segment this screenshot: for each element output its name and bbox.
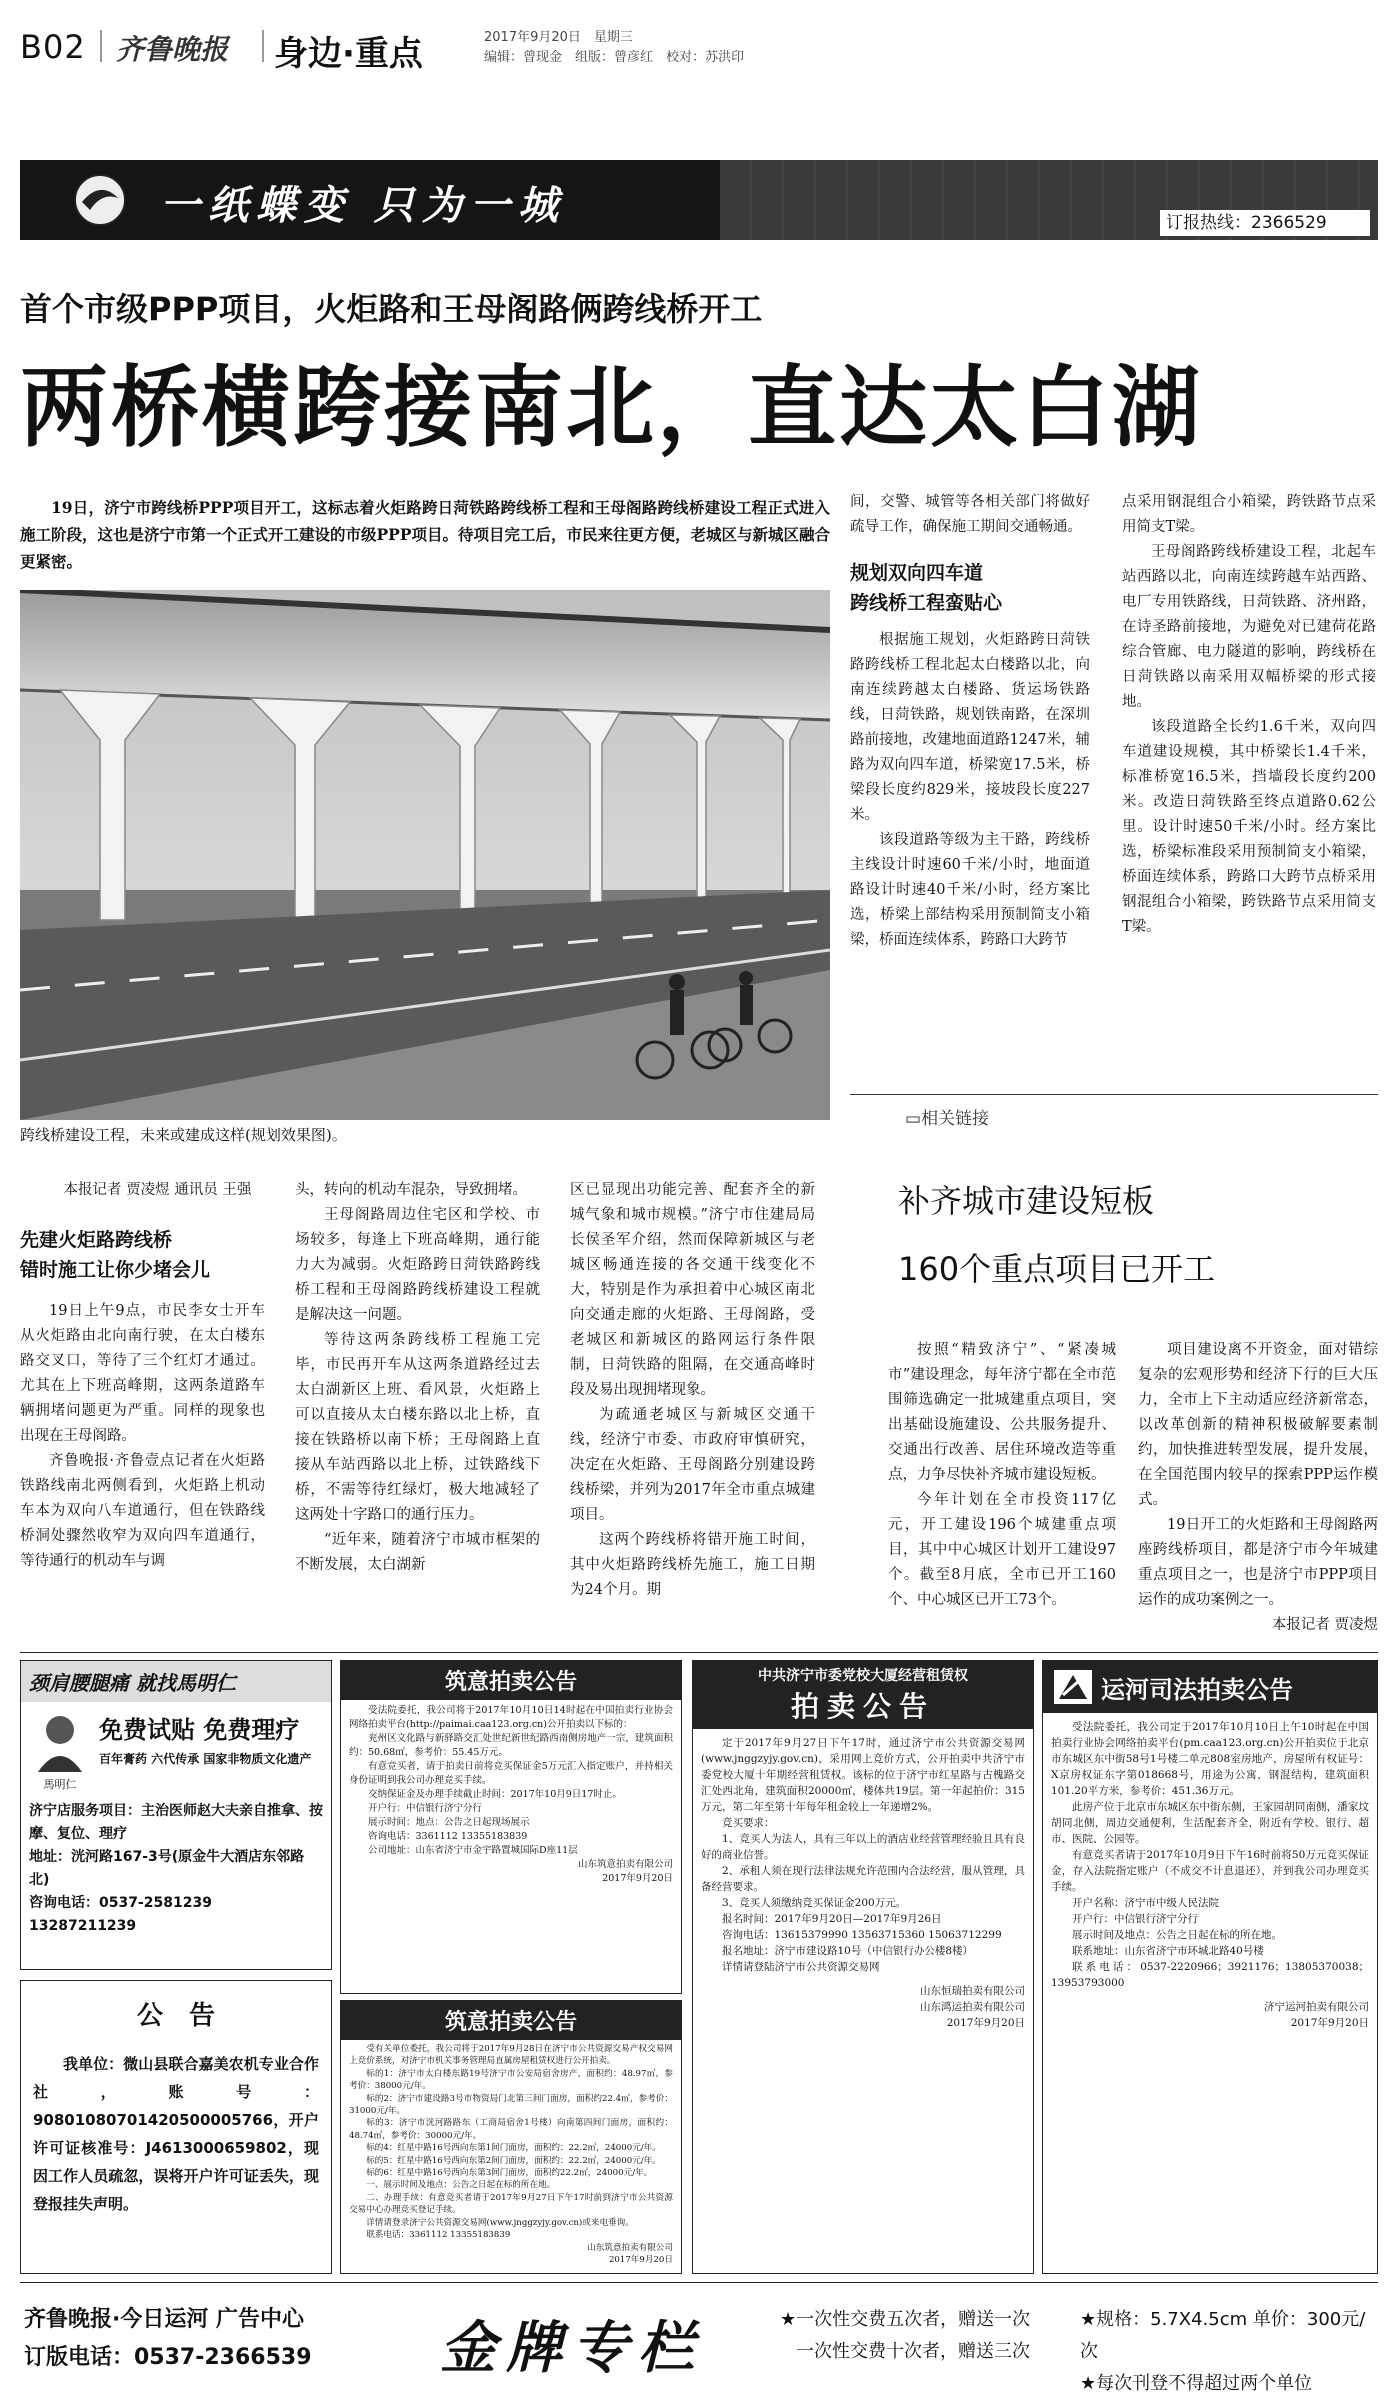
related-title-2: 160个重点项目已开工 <box>898 1250 1216 1288</box>
page-number: B02 <box>20 28 86 66</box>
article-lead: 19日，济宁市跨线桥PPP项目开工，这标志着火炬路跨日菏铁路跨线桥工程和王母阁路跨线桥建设工程正式进入施工阶段，这也是济宁市第一个正式开工建设的市级PPP项目。待项目完工后，市民来往更方便，老城区与新城区融合更紧密。 <box>20 498 830 571</box>
section-heading-plan: 规划双向四车道 跨线桥工程蛮贴心 <box>850 562 1003 614</box>
issue-date: 2017年9月20日 星期三 <box>484 30 633 45</box>
bridge-rendering-photo <box>20 590 830 1120</box>
article-column-2: 头，转向的机动车混杂，导致拥堵。 王母阁路周边住宅区和学校、市场较多，每逢上下班高峰期，通行能力大为减弱。火炬路跨日菏铁路跨线桥工程和王母阁路跨线桥建设工程就是解决这一问题。 等待这两条跨线桥工程施工完毕，市民再开车从这两条道路经过去太白湖新区上班、看风景，火炬路上可以直接从太白楼东路以北上桥，直接在铁路桥以南下桥；王母阁路上直接从车站西路以北上桥，过铁路线下桥，不需等待红绿灯，极大地减轻了这两处十字路口的通行压力。 “近年来，随着济宁市城市框架的不断发展，太白湖新 <box>295 1182 540 1573</box>
auction-notice-zhuyi-2: 筑意拍卖公告 受有关单位委托，我公司将于2017年9月28日在济宁市公共资源交易产权交易网上竞价系统，对济宁市机关事务管理局直属房屋租赁权进行公开拍卖。 标的1：济宁市太白楼东路19号济宁市公安局宿舍房产，面积约：48.97㎡，参考价：38000元/年。 标的2：济宁市建设路3号市物资局门北第三间门面房，面积约22.4㎡，参考价：31000元/年。 标的3：济宁市洸河路路东（工商局宿舍1号楼）向南第四间门面房，面积约：48.74㎡，参考价：30000元/年。 标的4：红星中路16号西向东第1间门面房，面积约：22.2㎡，24000元/年。 标的5：红星中路16号西向东第2间门面房，面积约：22.2㎡，24000元/年。 标的6：红星中路16号西向东第3间门面房，面积约22.2㎡，24000元/年。 一、展示时间及地点：公告之日起在标的所在地。 二、办理手续：有意竞买者请于2017年9月27日下午17时前到济宁市公共资源交易中心办理竞买登记手续。 详情请登录济宁公共资源交易网(www.jnggzyjy.gov.cn)或来电垂询。 联系电话：3361112 13355183839 山东筑意拍卖有限公司 2017年9月20日 <box>340 2000 682 2274</box>
article-column-1: 本报记者 贾凌煜 通讯员 王强 先建火炬路跨线桥 错时施工让你少堵会儿 19日上午9点，市民李女士开车从火炬路由北向南行驶，在太白楼东路交叉口，等待了三个红灯才通过。尤其在上下班高峰期，这两条道路车辆拥堵问题更为严重。同样的现象也出现在王母阁路。 齐鲁晚报·齐鲁壹点记者在火炬路铁路线南北两侧看到，火炬路上机动车本为双向八车道通行，但在铁路线桥洞处骤然收窄为双向四车道通行，等待通行的机动车与调 <box>20 1178 265 1574</box>
article-column-3: 区已显现出功能完善、配套齐全的新城气象和城市规模。”济宁市住建局局长侯圣军介绍，然而保障新城区与老城区畅通连接的各交通干线变化不大，特别是作为承担着中心城区南北向交通走廊的火炬路、王母阁路，受老城区和新城区的路网运行条件限制，日菏铁路的阻隔，在交通高峰时段及易出现拥堵现象。 为疏通老城区与新城区交通干线，经济宁市委、市政府审慎研究，决定在火炬路、王母阁路分别建设跨线桥梁，并列为2017年全市重点城建项目。 这两个跨线桥将错开施工时间，其中火炬路跨线桥先施工，施工日期为24个月。期 <box>570 1182 815 1598</box>
related-title-1: 补齐城市建设短板 <box>898 1182 1155 1220</box>
gold-column-ad: 齐鲁晚报·今日运河 广告中心 订版电话：0537-2366539 金牌专栏 ★一次性交费五次者，赠送一次 一次性交费十次者，赠送三次 ★规格：5.7X4.5cm 单价：300元/次 ★每次刊登不得超过两个单位 <box>20 2290 1378 2386</box>
article-subtitle: 首个市级PPP项目，火炬路和王母阁路俩跨线桥开工 <box>20 290 763 328</box>
ad-ma-portrait: 馬明仁 <box>29 1710 91 1792</box>
auction-notice-party-school: 中共济宁市委党校大厦经营租赁权 拍卖公告 定于2017年9月27日下午17时，通过济宁市公共资源交易网(www.jnggzyjy.gov.cn)，采用网上竞价方式，公开拍卖中共济宁市委党校大厦十年期经营租赁权。该标的位于济宁市红星路与古槐路交汇处西北角，建筑面积20000㎡，楼体共19层。第一年起拍价：315万元，第二年至第十年每年租金较上一年递增2%。 竞买要求： 1、竞买人为法人，具有三年以上的酒店业经营管理经验且具有良好的商业信誉。 2、承租人须在现行法律法规允许范围内合法经营，服从管理，具备经营要求。 3、竞买人须缴纳竞买保证金200万元。 报名时间：2017年9月20日—2017年9月26日 咨询电话：13615379990 13563715360 15063712299 报名地址：济宁市建设路10号（中信银行办公楼8楼） 详情请登陆济宁市公共资源交易网 山东恒瑞拍卖有限公司 山东鸿运拍卖有限公司 2017年9月20日 <box>692 1660 1034 2274</box>
related-left-column: 按照“精致济宁”、“紧凑城市”建设理念，每年济宁都在全市范围筛选确定一批城建重点项目，突出基础设施建设、公共服务提升、交通出行改善、居住环境改造等重点，力争尽快补齐城市建设短板。 今年计划在全市投资117亿元，开工建设196个城建重点项目，其中中心城区计划开工建设97个。截至8月底，全市已开工160个、中心城区已开工73个。 <box>888 1342 1116 1608</box>
related-label: ▭相关链接 <box>905 1109 990 1129</box>
section-heading-construction: 先建火炬路跨线桥 错时施工让你少堵会儿 <box>20 1229 211 1281</box>
article-title: 两桥横跨接南北，直达太白湖 <box>20 356 1204 459</box>
auction-notice-zhuyi-1: 筑意拍卖公告 受法院委托，我公司将于2017年10月10日14时起在中国拍卖行业协会网络拍卖平台(http://paimai.caa123.org.cn)公开拍卖以下标的： 兖州区文化路与新驿路交汇处世纪新世纪路西南侧房地产一宗，建筑面积约：50.68㎡，参考价：55.45万元。 有意竞买者，请于拍卖日前将竞买保证金5万元汇入指定账户，并持相关身份证明到我公司办理竞买手续。 交纳保证金及办理手续截止时间：2017年10月9日17时止。 开户行：中信银行济宁分行 展示时间：地点：公告之日起现场展示 咨询电话：3361112 13355183839 公司地址：山东省济宁市金宇路置城国际D座11层 山东筑意拍卖有限公司 2017年9月20日 <box>340 1660 682 1994</box>
paper-emblem-icon <box>72 172 128 228</box>
byline: 本报记者 贾凌煜 通讯员 王强 <box>63 1182 252 1198</box>
section-title: 身边·重点 <box>274 34 423 74</box>
ad-ma-mingren: 颈肩腰腿痛 就找馬明仁 馬明仁 免费试贴 免费理疗 百年膏药 六代传承 国家非物质文化遗产 济宁店服务项目：主治医师赵大夫亲自推拿、按摩、复位、理疗 地址：洸河路167-3号(原金牛大酒店东邻路北) 咨询电话：0537-2581239 13287211239 <box>20 1660 332 1970</box>
loss-notice <box>20 1980 332 2274</box>
notice-title: 公 告 <box>136 2001 215 2031</box>
related-right-column: 项目建设离不开资金，面对错综复杂的宏观形势和经济下行的巨大压力，全市上下主动适应经济新常态，以改革创新的精神积极破解要素制约，加快推进转型发展，提升发展，在全国范围内较早的探索PPP运作模式。 19日开工的火炬路和王母阁路两座跨线桥项目，都是济宁市今年城建重点项目之一，也是济宁市PPP项目运作的成功案例之一。 本报记者 贾凌煜 <box>1138 1338 1378 1638</box>
divider <box>262 30 264 62</box>
article-column-5: 点采用钢混组合小箱梁，跨铁路节点采用简支T梁。 王母阁路跨线桥建设工程，北起车站西路以北，向南连续跨越车站西路、电厂专用铁路线，日菏铁路、济州路，在诗圣路前接地，为避免对已建荷花路综合管廊、电力隧道的影响，跨线桥在日菏铁路以南采用双幅桥梁的形式接地。 该段道路全长约1.6千米，双向四车道建设规模，其中桥梁长1.4千米，标准桥宽16.5米，挡墙段长度约200米。改造日菏铁路至终点道路0.62公里。设计时速50千米/小时。经方案比选，桥梁标准段采用预制简支小箱梁，桥面连续体系，跨路口大跨节点桥采用钢混组合小箱梁，跨铁路节点采用简支T梁。 <box>1122 494 1376 935</box>
gold-column-title: 金牌专栏 <box>440 2315 704 2381</box>
banner <box>20 160 1378 240</box>
related-byline: 本报记者 贾凌煜 <box>1271 1617 1378 1633</box>
auction-notice-yunhe: 运河司法拍卖公告 受法院委托，我公司定于2017年10月10日上午10时起在中国拍卖行业协会网络拍卖平台(pm.caa123.org.cn)公开拍卖位于北京市东城区东中街58号1号楼二单元808室房地产，房屋所有权证号：X京房权证东字第018668号，用途为公寓，钢混结构，建筑面积101.20平方米，参考价：451.36万元。 此房产位于北京市东城区东中街东侧，王家园胡同南侧，潘家坟胡同北侧，周边交通便利，生活配套齐全，附近有学校、银行、超市、医院、公园等。 有意竞买者请于2017年10月9日下午16时前将50万元竞买保证金，存入法院指定账户（不成交不计息退还），并到我公司办理竞买手续。 开户名称：济宁市中级人民法院 开户行：中信银行济宁分行 展示时间及地点：公告之日起在标的所在地。 联系地址：山东省济宁市环城北路40号楼 联系电话：0537-2220966；3921176；13805370038；13953793000 济宁运河拍卖有限公司 2017年9月20日 <box>1042 1660 1378 2274</box>
masthead <box>20 20 1380 74</box>
subscription-hotline: 订报热线：2366529 <box>1160 210 1370 236</box>
portrait-icon <box>34 1710 86 1772</box>
paper-logo: 齐鲁晚报 <box>116 33 229 66</box>
photo-caption: 跨线桥建设工程，未来或建成这样(规划效果图)。 <box>20 1126 347 1144</box>
article-column-4: 间，交警、城管等各相关部门将做好疏导工作，确保施工期间交通畅通。 规划双向四车道 跨线桥工程蛮贴心 根据施工规划，火炬路跨日菏铁路跨线桥工程北起太白楼路以北，向南连续跨越太白楼路、货运场铁路线，日菏铁路，规划铁南路，在深圳路前接地，改建地面道路1247米，辅路为双向四车道，桥梁宽17.5米，桥梁段长度约829米，接坡段长度227米。 该段道路等级为主干路，跨线桥主线设计时速60千米/小时，地面道路设计时速40千米/小时，经方案比选，桥梁上部结构采用预制简支小箱梁，桥面连续体系，跨路口大跨节 <box>850 494 1090 948</box>
ad-ma-headline: 颈肩腰腿痛 就找馬明仁 <box>21 1661 331 1702</box>
notice-body: 我单位：微山县联合嘉美农机专业合作社，账号：90801080701420500005766，开户许可证核准号：J4613000659802，现因工作人员疏忽，误将开户许可证丢失，现登报挂失声明。 <box>33 2055 319 2213</box>
related-divider <box>850 1094 1378 1095</box>
divider <box>100 30 102 62</box>
yunhe-logo-icon <box>1053 1669 1093 1705</box>
banner-slogan: 一纸蝶变 只为一城 <box>160 182 566 229</box>
staff-credits: 编辑：曾现金 组版：曾彦红 校对：苏洪印 <box>484 50 745 65</box>
